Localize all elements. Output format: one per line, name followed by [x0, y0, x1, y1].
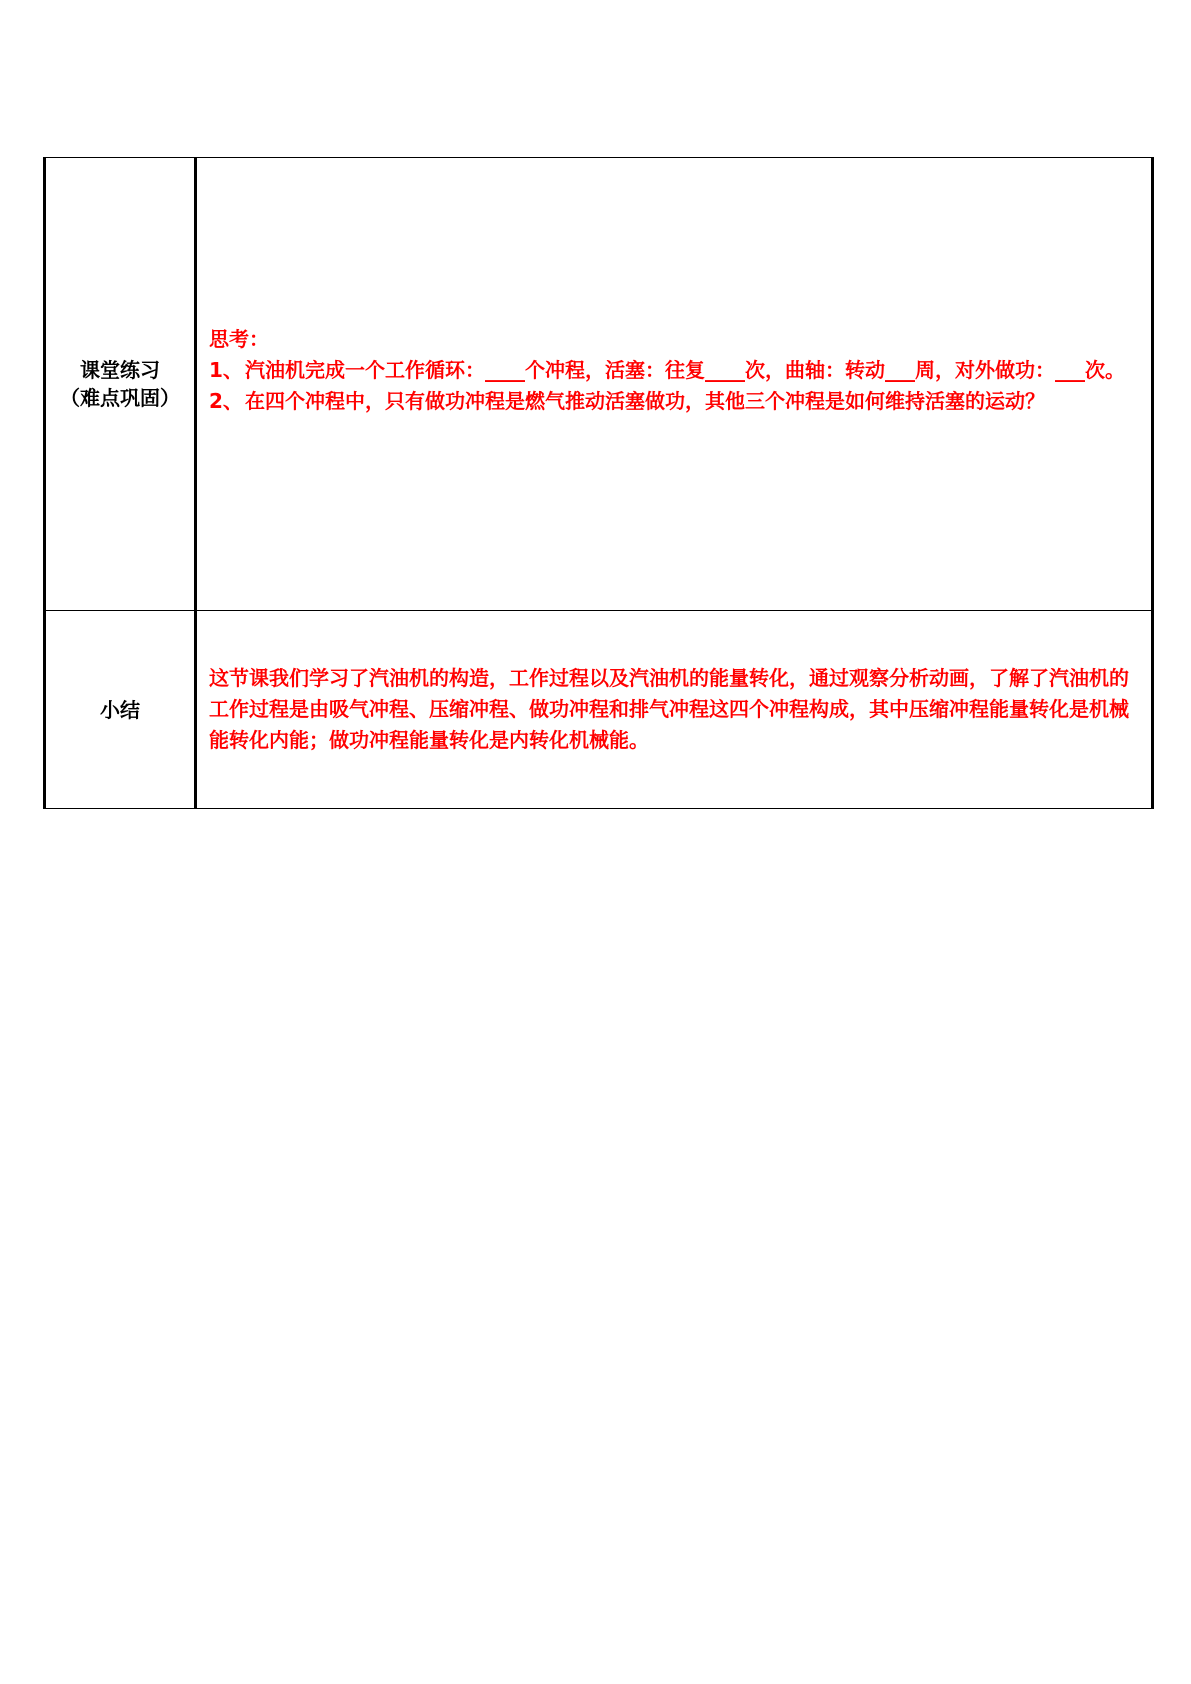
question-text-2: 在四个冲程中，只有做功冲程是燃气推动活塞做功，其他三个冲程是如何维持活塞的运动？ — [245, 388, 1045, 413]
question-number-1: 1、 — [209, 357, 243, 382]
summary-text: 这节课我们学习了汽油机的构造，工作过程以及汽油机的能量转化，通过观察分析动画，了解了汽油机的工作过程是由吸气冲程、压缩冲程、做功冲程和排气冲程这四个冲程构成，其中压缩冲程能量转化是机械能转化内能；做功冲程能量转化是内转化机械能。 — [209, 666, 1129, 752]
think-heading: 思考： — [209, 326, 269, 351]
question-number-2: 2、 — [209, 388, 243, 413]
table-row-summary — [45, 611, 1153, 809]
table-row-practice — [45, 158, 1153, 611]
question-text-1: 汽油机完成一个工作循环：____个冲程，活塞：往复____次，曲轴：转动___周，对外做功：___次。 — [245, 357, 1125, 382]
content-cell-practice — [196, 158, 1153, 611]
question-item-2 — [209, 386, 1141, 417]
label-cell-summary — [45, 611, 196, 809]
label-practice-line-1: 课堂练习 — [80, 358, 160, 382]
label-cell-practice — [45, 158, 196, 611]
question-item-1 — [209, 355, 1141, 386]
label-summary: 小结 — [100, 697, 140, 722]
lesson-table — [43, 157, 1154, 809]
content-cell-summary — [196, 611, 1153, 809]
label-practice-line-2: （难点巩固） — [60, 386, 180, 410]
